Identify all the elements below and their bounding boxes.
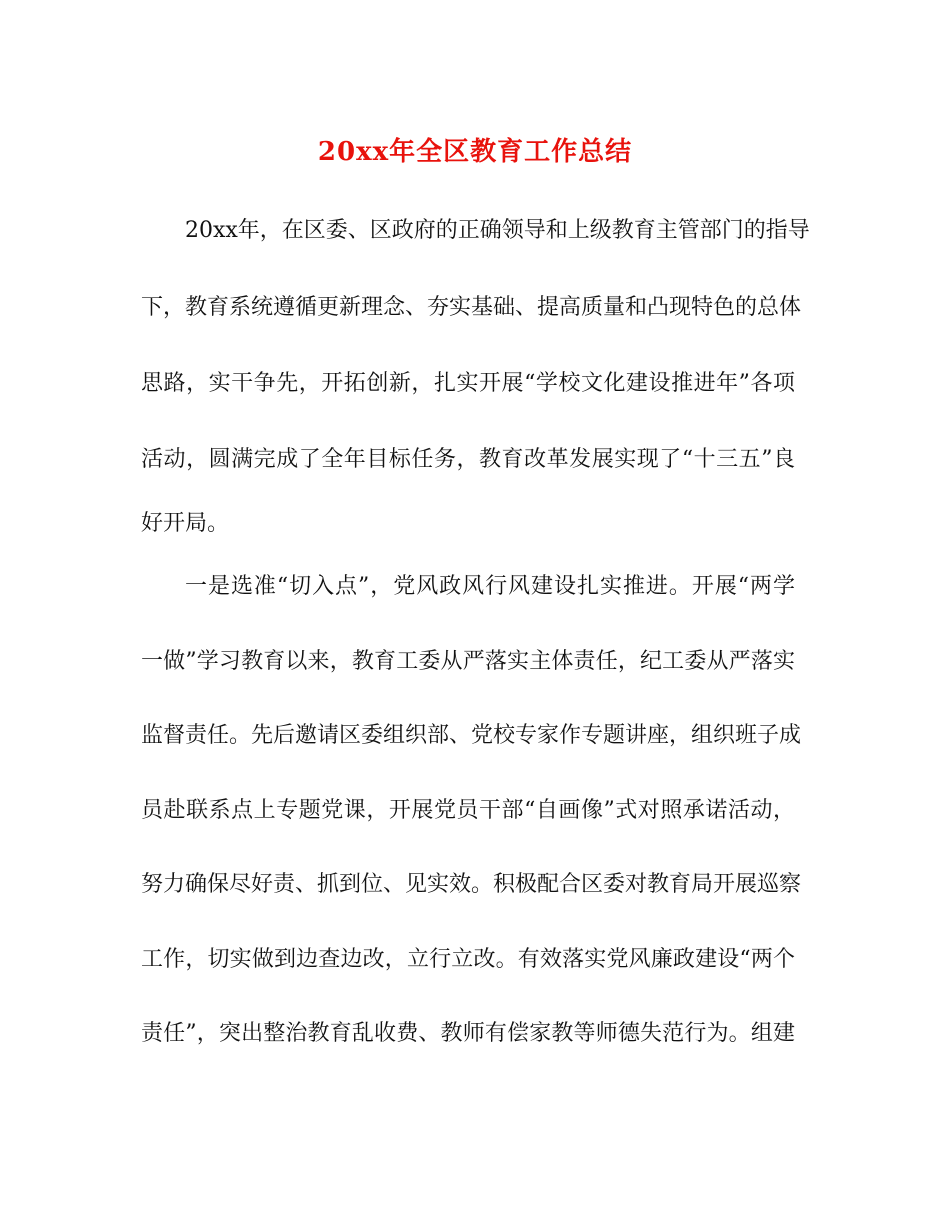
paragraph-line: 责任”，突出整治教育乱收费、教师有偿家教等师德失范行为。组建 [141,1021,795,1046]
paragraph-line: 员赴联系点上专题党课，开展党员干部“自画像”式对照承诺活动， [141,798,795,823]
paragraph-line: 活动，圆满完成了全年目标任务，教育改革发展实现了“十三五”良 [141,447,795,472]
paragraph-line: 监督责任。先后邀请区委组织部、党校专家作专题讲座，组织班子成 [141,723,802,748]
paragraph-line: 一是选准“切入点”，党风政风行风建设扎实推进。开展“两学 [185,574,795,599]
paragraph-line: 工作，切实做到边查边改，立行立改。有效落实党风廉政建设“两个 [141,947,795,972]
paragraph-line: 一做”学习教育以来，教育工委从严落实主体责任，纪工委从严落实 [141,649,795,674]
paragraph-line: 思路，实干争先，开拓创新，扎实开展“学校文化建设推进年”各项 [141,371,795,396]
paragraph-line: 努力确保尽好责、抓到位、见实效。积极配合区委对教育局开展巡察 [141,872,802,897]
document-title: 20xx年全区教育工作总结 [317,137,633,167]
paragraph-line: 20xx年，在区委、区政府的正确领导和上级教育主管部门的指导 [185,218,810,243]
paragraph-line: 好开局。 [141,511,230,536]
paragraph-line: 下，教育系统遵循更新理念、夯实基础、提高质量和凸现特色的总体 [141,295,802,320]
